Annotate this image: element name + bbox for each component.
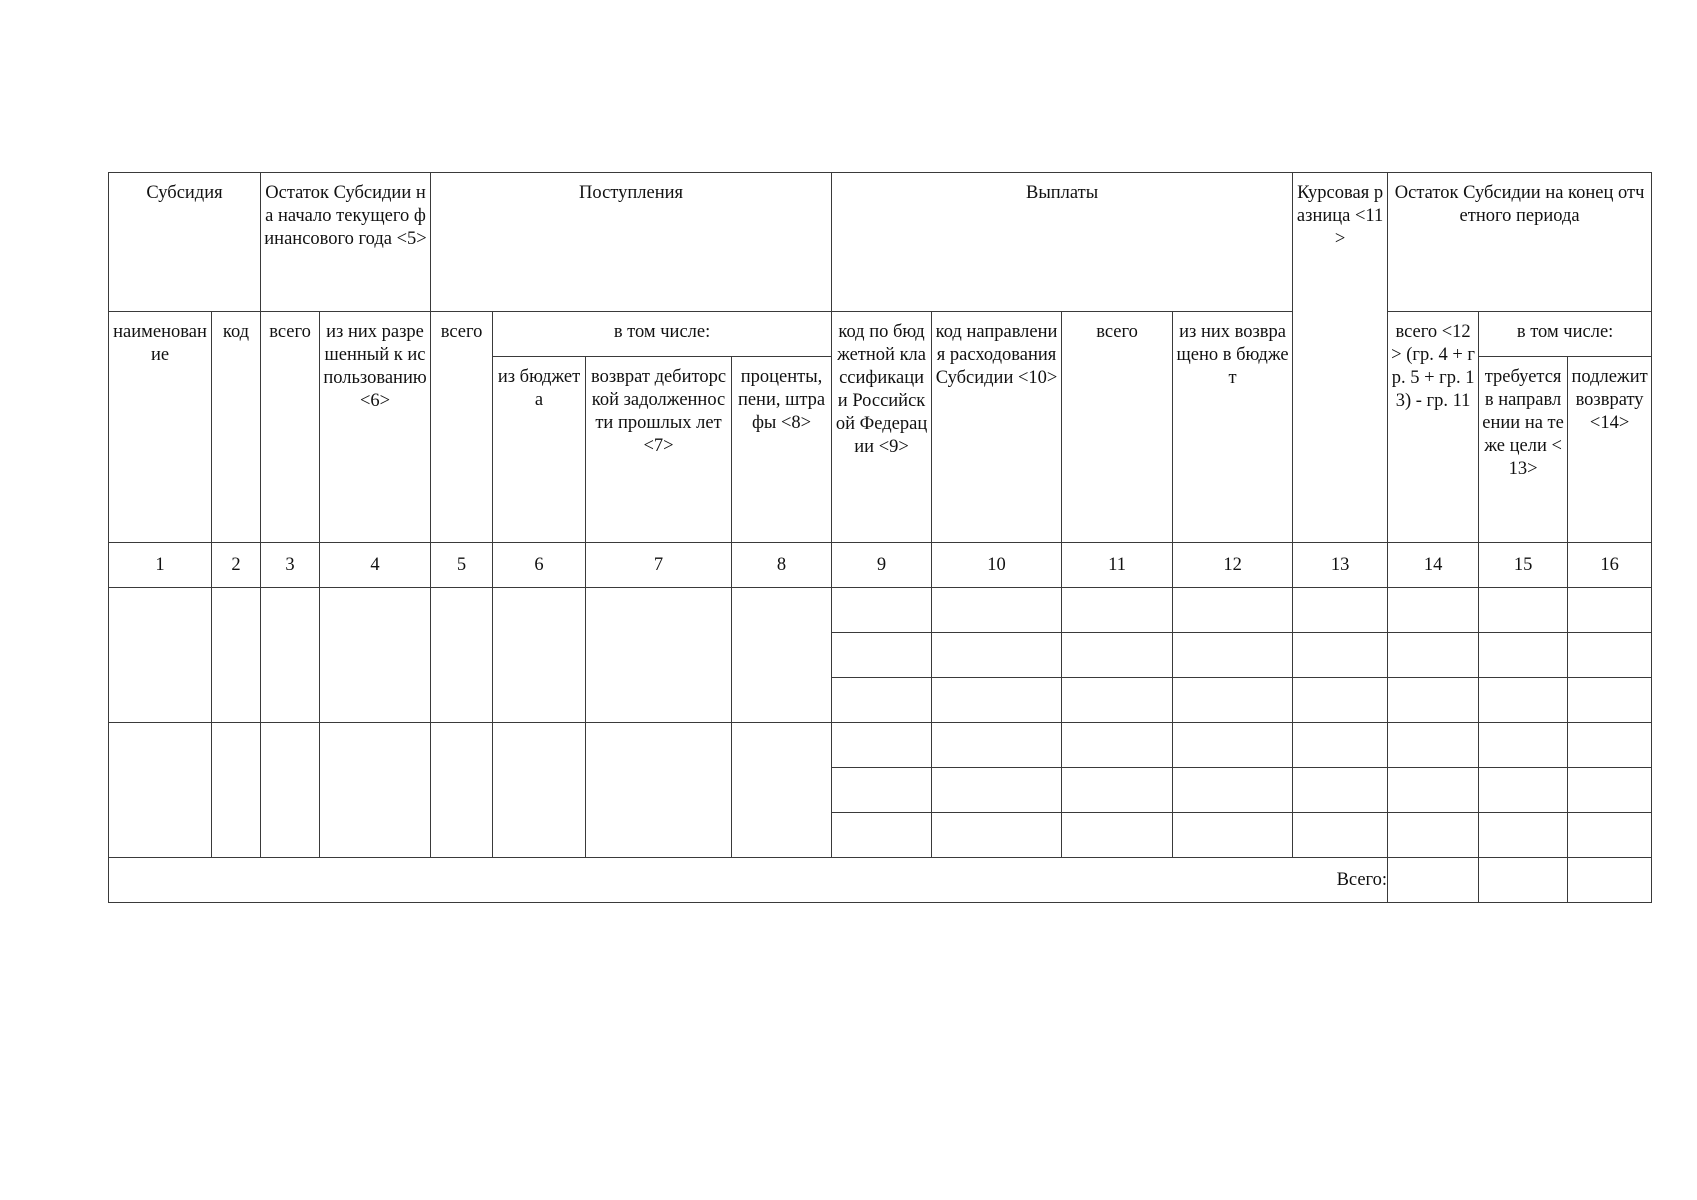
total-row: [109, 858, 1652, 903]
column-number: 9: [832, 543, 932, 588]
table-cell[interactable]: [1388, 723, 1479, 768]
header-balance-end: Остаток Субсидии на конец отчетного периода: [1388, 173, 1652, 312]
header-budget-class-code: код по бюджетной классификации Российской Федерации <9>: [832, 312, 932, 543]
table-cell[interactable]: [732, 723, 832, 858]
header-exchange-diff: Курсовая разница <11>: [1293, 173, 1388, 543]
header-interest-penalties: проценты, пени, штрафы <8>: [732, 357, 832, 543]
column-number: 6: [493, 543, 586, 588]
table-cell[interactable]: [1062, 588, 1173, 633]
header-returned-to-budget: из них возвращено в бюджет: [1173, 312, 1293, 543]
table-cell[interactable]: [832, 678, 932, 723]
table-cell[interactable]: [1062, 633, 1173, 678]
column-number: 7: [586, 543, 732, 588]
header-allowed-use: из них разрешенный к использованию <6>: [320, 312, 431, 543]
table-cell[interactable]: [212, 588, 261, 723]
header-debt-return: возврат дебиторской задолженности прошлых лет <7>: [586, 357, 732, 543]
header-row-2: [109, 312, 1652, 357]
table-cell[interactable]: [431, 588, 493, 723]
table-cell[interactable]: [1293, 768, 1388, 813]
header-payments: Выплаты: [832, 173, 1293, 312]
header-row-1: [109, 173, 1652, 312]
table-cell[interactable]: [109, 588, 212, 723]
column-number: 4: [320, 543, 431, 588]
table-cell[interactable]: [320, 588, 431, 723]
table-cell[interactable]: [1568, 813, 1652, 858]
column-number: 16: [1568, 543, 1652, 588]
table-cell[interactable]: [212, 723, 261, 858]
table-cell[interactable]: [1173, 588, 1293, 633]
table-cell[interactable]: [1388, 768, 1479, 813]
header-to-be-returned: подлежит возврату <14>: [1568, 357, 1652, 543]
table-cell[interactable]: [932, 588, 1062, 633]
total-label: Всего:: [109, 858, 1388, 903]
column-numbers-row: [109, 543, 1652, 588]
table-cell[interactable]: [1062, 768, 1173, 813]
table-cell[interactable]: [1388, 678, 1479, 723]
subsidy-report-table: [108, 172, 1652, 903]
table-cell[interactable]: [1062, 723, 1173, 768]
table-cell[interactable]: [1479, 723, 1568, 768]
table-cell[interactable]: [1479, 768, 1568, 813]
column-number: 12: [1173, 543, 1293, 588]
table-cell[interactable]: [1479, 813, 1568, 858]
header-balance-start: Остаток Субсидии на начало текущего финансового года <5>: [261, 173, 431, 312]
table-cell[interactable]: [586, 588, 732, 723]
header-including-receipts: в том числе:: [493, 312, 832, 357]
table-cell[interactable]: [1388, 588, 1479, 633]
header-name: наименование: [109, 312, 212, 543]
table-cell[interactable]: [493, 588, 586, 723]
table-cell[interactable]: [1173, 813, 1293, 858]
table-cell[interactable]: [431, 723, 493, 858]
table-cell[interactable]: [1568, 633, 1652, 678]
table-cell[interactable]: [1293, 633, 1388, 678]
column-number: 13: [1293, 543, 1388, 588]
column-number: 14: [1388, 543, 1479, 588]
table-cell[interactable]: [1479, 588, 1568, 633]
header-from-budget: из бюджета: [493, 357, 586, 543]
table-cell[interactable]: [1479, 633, 1568, 678]
table-cell[interactable]: [1568, 588, 1652, 633]
table-cell[interactable]: [1173, 768, 1293, 813]
table-row: [109, 723, 1652, 768]
header-total-14: всего <12> (гр. 4 + гр. 5 + гр. 13) - гр. 11: [1388, 312, 1479, 543]
table-cell[interactable]: [109, 723, 212, 858]
table-cell[interactable]: [1293, 678, 1388, 723]
table-cell[interactable]: [832, 633, 932, 678]
table-cell[interactable]: [932, 768, 1062, 813]
table-cell[interactable]: [932, 633, 1062, 678]
column-number: 1: [109, 543, 212, 588]
column-number: 10: [932, 543, 1062, 588]
header-subsidy: Субсидия: [109, 173, 261, 312]
total-cell[interactable]: [1388, 858, 1479, 903]
column-number: 11: [1062, 543, 1173, 588]
total-cell[interactable]: [1568, 858, 1652, 903]
table-cell[interactable]: [732, 588, 832, 723]
total-cell[interactable]: [1479, 858, 1568, 903]
table-cell[interactable]: [832, 813, 932, 858]
table-cell[interactable]: [1173, 678, 1293, 723]
column-number: 5: [431, 543, 493, 588]
header-expense-direction-code: код направления расходования Субсидии <10>: [932, 312, 1062, 543]
column-number: 3: [261, 543, 320, 588]
table-cell[interactable]: [832, 768, 932, 813]
table-cell[interactable]: [493, 723, 586, 858]
column-number: 15: [1479, 543, 1568, 588]
table-cell[interactable]: [1173, 633, 1293, 678]
table-cell[interactable]: [1293, 813, 1388, 858]
table-cell[interactable]: [261, 723, 320, 858]
table-cell[interactable]: [1568, 723, 1652, 768]
table-cell[interactable]: [1062, 813, 1173, 858]
header-required-same-purpose: требуется в направлении на те же цели <13>: [1479, 357, 1568, 543]
table-cell[interactable]: [1062, 678, 1173, 723]
table-cell[interactable]: [1293, 588, 1388, 633]
table-cell[interactable]: [1568, 678, 1652, 723]
table-cell[interactable]: [1293, 723, 1388, 768]
table-cell[interactable]: [1173, 723, 1293, 768]
header-total-3: всего: [261, 312, 320, 543]
table-cell[interactable]: [832, 723, 932, 768]
table-cell[interactable]: [932, 813, 1062, 858]
table-cell[interactable]: [832, 588, 932, 633]
table-cell[interactable]: [320, 723, 431, 858]
header-receipts: Поступления: [431, 173, 832, 312]
header-total-5: всего: [431, 312, 493, 543]
header-total-11: всего: [1062, 312, 1173, 543]
table-cell[interactable]: [1388, 633, 1479, 678]
header-including-balance: в том числе:: [1479, 312, 1652, 357]
table-cell[interactable]: [1479, 678, 1568, 723]
column-number: 2: [212, 543, 261, 588]
table-cell[interactable]: [261, 588, 320, 723]
column-number: 8: [732, 543, 832, 588]
table-cell[interactable]: [932, 678, 1062, 723]
table-cell[interactable]: [932, 723, 1062, 768]
table-cell[interactable]: [1568, 768, 1652, 813]
table-cell[interactable]: [586, 723, 732, 858]
header-code: код: [212, 312, 261, 543]
table-row: [109, 588, 1652, 633]
table-cell[interactable]: [1388, 813, 1479, 858]
